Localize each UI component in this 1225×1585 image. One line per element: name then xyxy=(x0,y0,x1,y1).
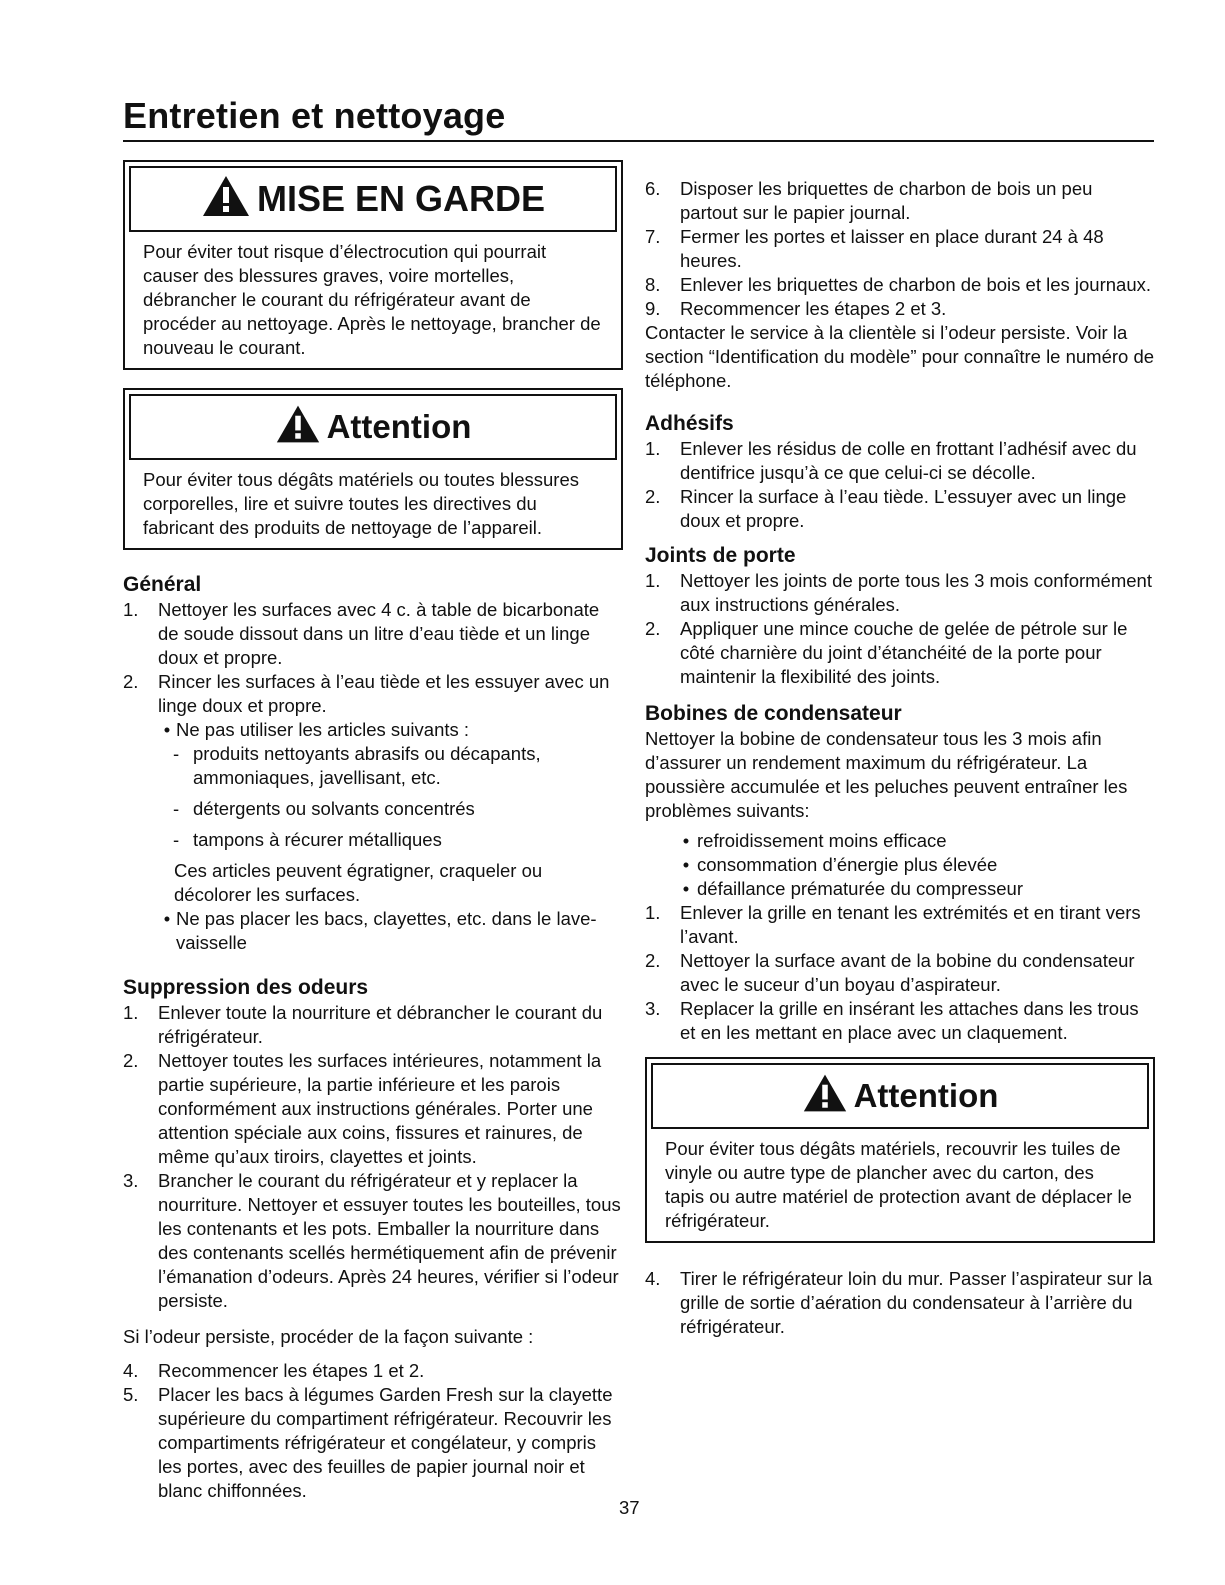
section-heading: Joints de porte xyxy=(645,544,796,567)
condenser-coils-section xyxy=(645,701,1155,1045)
adhesives-section xyxy=(645,411,1155,533)
warning-triangle-icon xyxy=(201,174,251,224)
section-heading: Bobines de condensateur xyxy=(645,702,902,725)
title-rule xyxy=(123,140,1154,142)
list-item: 2. Rincer la surface à l’eau tiède. L’essuyer avec un linge doux et propre. xyxy=(645,486,1127,531)
list-item: 1. Enlever les résidus de colle en frottant l’adhésif avec du dentifrice jusqu’à ce que celui-ci se décolle. xyxy=(645,438,1137,483)
list-item: 2. Nettoyer toutes les surfaces intérieures, notamment la partie supérieure, la partie inférieure et les parois conformément aux instructions générales. Porter une attention spéciale aux coins, fissures et rainures, de même qu’aux tiroirs, clayettes et joints. xyxy=(123,1050,602,1167)
paragraph: Nettoyer la bobine de condensateur tous les 3 mois afin d’assurer un rendement maximum du réfrigérateur. La poussière accumulée et les peluches peuvent entraîner les problèmes suivants: xyxy=(645,728,1128,821)
warning-header xyxy=(129,166,617,232)
attention-title: Attention xyxy=(853,1077,999,1114)
warning-title: MISE EN GARDE xyxy=(256,178,546,219)
list-item: 5. Placer les bacs à légumes Garden Fresh sur la clayette supérieure du compartiment réfrigérateur. Recouvrir les compartiments réfrigérateur et congélateur, y compris les portes, avec des feuilles de papier journal noir et blanc chiffonnées. xyxy=(123,1384,613,1501)
attention-body: Pour éviter tous dégâts matériels ou toutes blessures corporelles, lire et suivre toutes les directives du fabricant des produits de nettoyage de l’appareil. xyxy=(143,469,580,538)
list-item: 1. Nettoyer les joints de porte tous les 3 mois conformément aux instructions générales. xyxy=(645,570,1152,615)
attention-header xyxy=(651,1063,1149,1129)
list-item: 2. Appliquer une mince couche de gelée de pétrole sur le côté charnière du joint d’étanchéité de la porte pour maintenir la flexibilité des joints. xyxy=(645,618,1128,687)
bullet-item: • refroidissement moins efficace xyxy=(682,830,947,851)
warning-box xyxy=(123,160,623,370)
bullet-item: • Ne pas placer les bacs, clayettes, etc. dans le lave-vaisselle xyxy=(163,908,597,953)
bullet-item: • défaillance prématurée du compresseur xyxy=(682,878,1023,899)
list-item: 1. Enlever toute la nourriture et débrancher le courant du réfrigérateur. xyxy=(123,1002,603,1047)
page-number: 37 xyxy=(619,1497,640,1518)
list-item: 8. Enlever les briquettes de charbon de bois et les journaux. xyxy=(645,274,1152,295)
door-gaskets-section xyxy=(645,543,1155,689)
warning-triangle-icon xyxy=(275,403,321,451)
attention-box xyxy=(123,388,623,550)
note: Ces articles peuvent égratigner, craqueler ou décolorer les surfaces. xyxy=(174,860,543,905)
section-heading: Général xyxy=(123,573,202,596)
dash-item: - produits nettoyants abrasifs ou décapants, ammoniaques, javellisant, etc. xyxy=(173,743,541,788)
list-item: 4. Recommencer les étapes 1 et 2. xyxy=(123,1360,425,1381)
dash-item: - détergents ou solvants concentrés xyxy=(173,798,475,819)
bullet-item: • consommation d’énergie plus élevée xyxy=(682,854,998,875)
list-item: 3. Replacer la grille en insérant les attaches dans les trous et en les mettant en place avec un claquement. xyxy=(645,998,1139,1043)
list-item: 3. Brancher le courant du réfrigérateur et y replacer la nourriture. Nettoyer et essuyer toutes les bouteilles, tous les contenants et les pots. Emballer la nourriture dans des contenants scellés hermétiquement afin de prévenir l’émanation d’odeurs. Après 24 heures, vérifier si l’odeur persiste. xyxy=(123,1170,621,1311)
list-item: 4. Tirer le réfrigérateur loin du mur. Passer l’aspirateur sur la grille de sortie d’aération du condensateur à l’arrière du réfrigérateur. xyxy=(645,1268,1153,1337)
dash-item: - tampons à récurer métalliques xyxy=(173,829,442,850)
list-item: 7. Fermer les portes et laisser en place durant 24 à 48 heures. xyxy=(645,226,1104,271)
bullet-item: • Ne pas utiliser les articles suivants : xyxy=(163,719,470,740)
right-column xyxy=(645,177,1155,1339)
attention-header xyxy=(129,394,617,460)
paragraph: Contacter le service à la clientèle si l’odeur persiste. Voir la section “Identification du modèle” pour connaître le numéro de téléphone. xyxy=(645,322,1155,391)
warning-body: Pour éviter tout risque d’électrocution qui pourrait causer des blessures graves, voire mortelles, débrancher le courant du réfrigérateur avant de procéder au nettoyage. Après le nettoyage, brancher de nouveau le courant. xyxy=(143,241,601,358)
attention-box-2 xyxy=(645,1057,1155,1243)
paragraph: Si l’odeur persiste, procéder de la façon suivante : xyxy=(123,1326,534,1347)
attention-body: Pour éviter tous dégâts matériels, recouvrir les tuiles de vinyle ou autre type de plancher avec du carton, des tapis ou autre matériel de protection avant de déplacer le réfrigérateur. xyxy=(665,1138,1132,1231)
section-heading: Adhésifs xyxy=(645,412,734,435)
list-item: 2. Nettoyer la surface avant de la bobine du condensateur avec le suceur d’un boyau d’aspirateur. xyxy=(645,950,1135,995)
list-item: 6. Disposer les briquettes de charbon de bois un peu partout sur le papier journal. xyxy=(645,178,1093,223)
section-heading: Suppression des odeurs xyxy=(123,976,369,999)
general-section xyxy=(123,572,623,955)
warning-triangle-icon xyxy=(802,1072,848,1120)
page-title: Entretien et nettoyage xyxy=(123,95,506,136)
list-item: 1. Enlever la grille en tenant les extrémités et en tirant vers l’avant. xyxy=(645,902,1141,947)
left-column xyxy=(123,160,623,1503)
list-item: 9. Recommencer les étapes 2 et 3. xyxy=(645,298,947,319)
attention-title: Attention xyxy=(326,408,472,445)
list-item: 1. Nettoyer les surfaces avec 4 c. à table de bicarbonate de soude dissout dans un litre d’eau tiède et un linge doux et propre. xyxy=(123,599,600,668)
odors-section xyxy=(123,975,623,1503)
list-item: 2. Rincer les surfaces à l’eau tiède et les essuyer avec un linge doux et propre. xyxy=(123,671,610,716)
